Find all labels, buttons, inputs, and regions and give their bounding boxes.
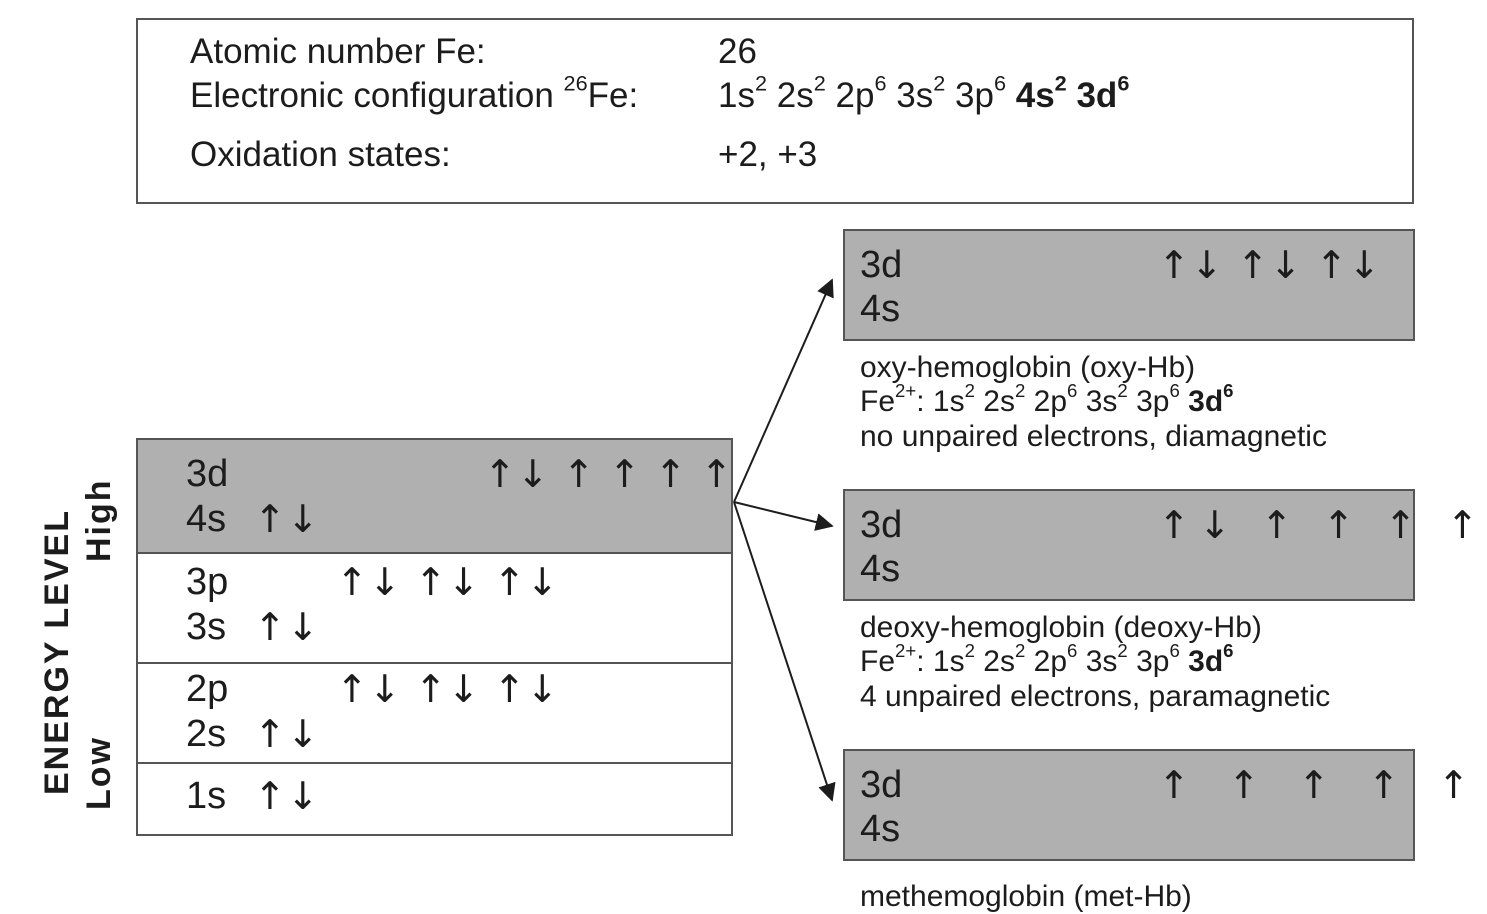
deoxy-hb-config: $Fe^{2+}$: $1s^2$ $2s^2$ $2p^6$ $3s^2$ $3p^6$ $3d^6$ bbox=[860, 640, 1234, 678]
oxidation-value: +2, +3 bbox=[718, 135, 818, 174]
met-label-4s: 4s bbox=[860, 808, 901, 850]
atomic-number-value: 26 bbox=[718, 32, 757, 71]
met-hb-orbital-box bbox=[843, 749, 1483, 861]
level-label-3p: 3p bbox=[186, 561, 229, 603]
deoxy-hb-name: deoxy-hemoglobin (deoxy-Hb) bbox=[860, 611, 1262, 644]
config-value: $1s^2$ $2s^2$ $2p^6$ $3s^2$ $3p^6$ $4s^2$ $3d^6$ bbox=[718, 70, 1130, 115]
oxy-hb-config: $Fe^{2+}$: $1s^2$ $2s^2$ $2p^6$ $3s^2$ $3p^6$ $3d^6$ bbox=[860, 380, 1234, 418]
deoxy-ion: Fe bbox=[860, 645, 896, 678]
atomic-number-label: Atomic number Fe: bbox=[190, 32, 486, 71]
oxy-label-3d: 3d bbox=[860, 244, 903, 286]
energy-high-label: High bbox=[80, 478, 118, 562]
level-arrows-1s: ↑↓ bbox=[254, 774, 320, 818]
oxy-arrows-3d: ↑↓ ↑↓ ↑↓ bbox=[1158, 243, 1382, 287]
config-label-mass: 26 bbox=[563, 70, 588, 96]
energy-level-axis-title: ENERGY LEVEL bbox=[38, 509, 76, 795]
oxy-ion: Fe bbox=[860, 385, 896, 418]
met-label-3d: 3d bbox=[860, 764, 903, 806]
oxy-label-4s: 4s bbox=[860, 288, 901, 330]
level-label-4s: 4s bbox=[186, 498, 227, 540]
level-arrows-3p: ↑↓ ↑↓ ↑↓ bbox=[336, 560, 560, 604]
deoxy-label-3d: 3d bbox=[860, 504, 903, 546]
level-arrows-4s: ↑↓ bbox=[254, 497, 320, 541]
config-label-element: Fe: bbox=[587, 76, 639, 115]
oxy-ion-charge: 2+ bbox=[895, 380, 917, 402]
level-label-3s: 3s bbox=[186, 606, 227, 648]
met-hb-name: methemoglobin (met-Hb) bbox=[860, 880, 1192, 913]
level-label-2p: 2p bbox=[186, 668, 229, 710]
level-label-2s: 2s bbox=[186, 713, 227, 755]
oxy-hb-magnetism: no unpaired electrons, diamagnetic bbox=[860, 420, 1327, 453]
config-label-text: Electronic configuration bbox=[190, 76, 564, 115]
oxy-hb-name: oxy-hemoglobin (oxy-Hb) bbox=[860, 351, 1196, 384]
level-arrows-2p: ↑↓ ↑↓ ↑↓ bbox=[336, 667, 560, 711]
deoxy-label-4s: 4s bbox=[860, 548, 901, 590]
level-arrows-2s: ↑↓ bbox=[254, 712, 320, 756]
deoxy-hb-magnetism: 4 unpaired electrons, paramagnetic bbox=[860, 680, 1331, 713]
deoxy-arrows-3d: ↑↓ ↑ ↑ ↑ ↑ bbox=[1158, 503, 1487, 547]
level-label-1s: 1s bbox=[186, 775, 227, 817]
met-arrows-3d: ↑ ↑ ↑ ↑ ↑ bbox=[1158, 763, 1483, 807]
arrow-to-oxy bbox=[734, 280, 832, 502]
energy-low-label: Low bbox=[80, 736, 118, 810]
oxy-hb-orbital-box bbox=[843, 229, 1415, 341]
arrow-to-met bbox=[734, 502, 832, 800]
deoxy-hb-orbital-box bbox=[843, 489, 1487, 601]
arrow-to-deoxy bbox=[734, 502, 832, 526]
level-label-3d: 3d bbox=[186, 453, 229, 495]
oxidation-label: Oxidation states: bbox=[190, 135, 451, 174]
level-arrows-3d: ↑↓ ↑ ↑ ↑ ↑ bbox=[484, 452, 734, 496]
deoxy-ion-charge: 2+ bbox=[895, 640, 917, 662]
level-arrows-3s: ↑↓ bbox=[254, 605, 320, 649]
